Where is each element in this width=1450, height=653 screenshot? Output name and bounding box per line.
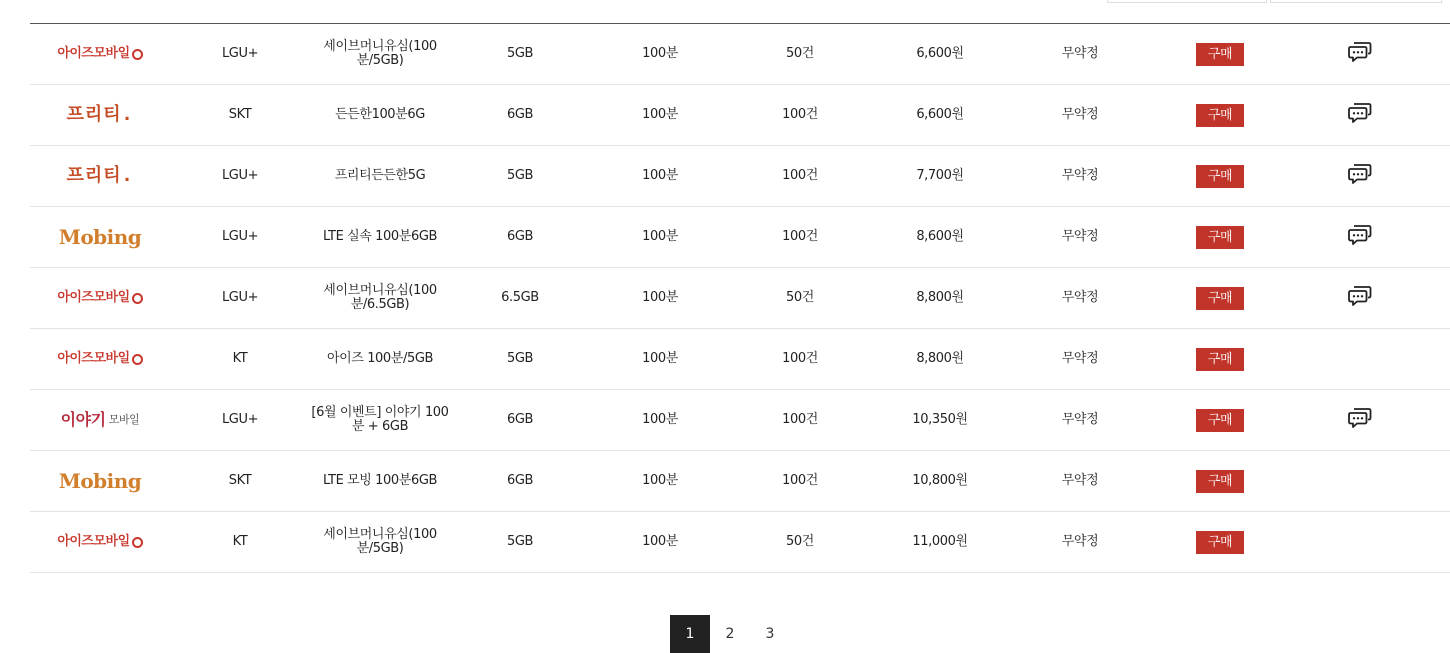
carrier-cell: SKT: [228, 473, 252, 488]
plan-name[interactable]: 프리티든든한5G: [334, 168, 426, 183]
sms-cell: 100건: [782, 473, 818, 488]
logo-mark-icon: [132, 354, 143, 365]
buy-cell: [1150, 207, 1290, 267]
plan-name[interactable]: 세이브머니유심(100분/6.5GB): [323, 283, 437, 312]
price-cell: 11,000원: [912, 534, 968, 549]
voice-cell: 100분: [642, 412, 678, 427]
table-row: [30, 390, 1450, 451]
price-cell: 6,600원: [916, 46, 964, 61]
sms-cell: 100건: [782, 351, 818, 366]
chat-bubble-icon[interactable]: [1348, 407, 1372, 433]
page-2[interactable]: 2: [725, 626, 735, 642]
sms-cell: 100건: [782, 412, 818, 427]
carrier-cell: KT: [232, 534, 248, 549]
carrier-cell: LGU+: [221, 229, 259, 244]
chat-cell: [1290, 268, 1430, 328]
provider-cell: [30, 85, 170, 145]
table-row: [30, 268, 1450, 329]
buy-button[interactable]: 구매: [1196, 287, 1244, 310]
plan-name-cell[interactable]: [310, 329, 450, 389]
contract-cell: 무약정: [1061, 412, 1099, 427]
data-cell: 5GB: [506, 168, 534, 183]
plan-name[interactable]: LTE 실속 100분6GB: [322, 229, 438, 244]
plan-name-cell[interactable]: [310, 207, 450, 267]
plan-name-cell[interactable]: [310, 268, 450, 328]
logo-mark-icon: [132, 49, 143, 60]
table-row: [30, 451, 1450, 512]
carrier-cell: LGU+: [221, 46, 259, 61]
buy-cell: [1150, 512, 1290, 572]
plan-table: [30, 23, 1450, 556]
buy-button[interactable]: 구매: [1196, 43, 1244, 66]
provider-cell: [30, 329, 170, 389]
chat-cell: [1290, 146, 1430, 206]
plan-name[interactable]: [6월 이벤트] 이야기 100분 + 6GB: [311, 405, 449, 434]
voice-cell: 100분: [642, 107, 678, 122]
voice-cell: 100분: [642, 229, 678, 244]
carrier-cell: LGU+: [221, 412, 259, 427]
data-cell: 5GB: [506, 351, 534, 366]
plan-name-cell[interactable]: [310, 390, 450, 450]
provider-logo[interactable]: 이야기 모바일: [60, 410, 140, 429]
provider-cell: [30, 451, 170, 511]
plan-name-cell[interactable]: [310, 512, 450, 572]
contract-cell: 무약정: [1061, 46, 1099, 61]
chat-bubble-icon[interactable]: [1348, 224, 1372, 250]
provider-cell: [30, 146, 170, 206]
data-cell: 6GB: [506, 229, 534, 244]
logo-mark-icon: [132, 537, 143, 548]
sms-cell: 100건: [782, 229, 818, 244]
sms-cell: 50건: [786, 46, 814, 61]
price-cell: 10,800원: [912, 473, 968, 488]
buy-button[interactable]: 구매: [1196, 348, 1244, 371]
provider-logo[interactable]: Mobing: [58, 225, 142, 249]
chat-cell: [1290, 329, 1430, 389]
buy-button[interactable]: 구매: [1196, 409, 1244, 432]
provider-cell: [30, 24, 170, 84]
contract-cell: 무약정: [1061, 168, 1099, 183]
provider-logo[interactable]: 아이즈모바일: [57, 535, 142, 549]
buy-cell: [1150, 329, 1290, 389]
table-row: [30, 146, 1450, 207]
chat-bubble-icon[interactable]: [1348, 41, 1372, 67]
data-cell: 6GB: [506, 107, 534, 122]
price-cell: 8,800원: [916, 290, 964, 305]
data-cell: 6.5GB: [501, 290, 539, 305]
filter-select[interactable]: [1270, 0, 1442, 3]
buy-cell: [1150, 268, 1290, 328]
chat-cell: [1290, 207, 1430, 267]
table-row: [30, 85, 1450, 146]
voice-cell: 100분: [642, 290, 678, 305]
buy-button[interactable]: 구매: [1196, 104, 1244, 127]
data-cell: 6GB: [506, 473, 534, 488]
header-controls: [0, 0, 1428, 4]
plan-name-cell[interactable]: [310, 85, 450, 145]
chat-cell: [1290, 451, 1430, 511]
provider-cell: [30, 207, 170, 267]
table-row: [30, 207, 1450, 268]
voice-cell: 100분: [642, 351, 678, 366]
provider-logo[interactable]: 아이즈모바일: [57, 47, 142, 61]
page-1[interactable]: 1: [670, 615, 710, 653]
sms-cell: 100건: [782, 168, 818, 183]
buy-cell: [1150, 146, 1290, 206]
plan-name-cell[interactable]: [310, 146, 450, 206]
sms-cell: 50건: [786, 534, 814, 549]
voice-cell: 100분: [642, 473, 678, 488]
contract-cell: 무약정: [1061, 534, 1099, 549]
price-cell: 8,800원: [916, 351, 964, 366]
contract-cell: 무약정: [1061, 107, 1099, 122]
price-cell: 6,600원: [916, 107, 964, 122]
plan-name[interactable]: 든든한100분6G: [335, 107, 425, 122]
plan-table-body: [30, 24, 1450, 573]
data-cell: 5GB: [506, 534, 534, 549]
buy-cell: [1150, 390, 1290, 450]
provider-logo[interactable]: 아이즈모바일: [57, 291, 142, 305]
plan-name[interactable]: 아이즈 100분/5GB: [326, 351, 434, 366]
buy-cell: [1150, 451, 1290, 511]
contract-cell: 무약정: [1061, 473, 1099, 488]
logo-mark-icon: [132, 293, 143, 304]
carrier-cell: SKT: [228, 107, 252, 122]
price-cell: 7,700원: [916, 168, 964, 183]
table-row: [30, 329, 1450, 390]
price-cell: 8,600원: [916, 229, 964, 244]
price-cell: 10,350원: [912, 412, 968, 427]
chat-bubble-icon[interactable]: [1348, 102, 1372, 128]
sms-cell: 100건: [782, 107, 818, 122]
voice-cell: 100분: [642, 46, 678, 61]
plan-name[interactable]: LTE 모빙 100분6GB: [322, 473, 438, 488]
carrier-cell: LGU+: [221, 290, 259, 305]
voice-cell: 100분: [642, 168, 678, 183]
chat-cell: [1290, 24, 1430, 84]
table-row: [30, 512, 1450, 573]
carrier-cell: LGU+: [221, 168, 259, 183]
provider-logo[interactable]: Mobing: [58, 469, 142, 493]
provider-cell: [30, 390, 170, 450]
sort-select[interactable]: [1107, 0, 1267, 3]
voice-cell: 100분: [642, 534, 678, 549]
buy-button[interactable]: 구매: [1196, 531, 1244, 554]
data-cell: 6GB: [506, 412, 534, 427]
contract-cell: 무약정: [1061, 351, 1099, 366]
carrier-cell: KT: [232, 351, 248, 366]
chat-bubble-icon[interactable]: [1348, 285, 1372, 311]
provider-logo[interactable]: 프리티.: [66, 165, 134, 186]
chat-cell: [1290, 512, 1430, 572]
page-3[interactable]: 3: [765, 626, 775, 642]
contract-cell: 무약정: [1061, 229, 1099, 244]
plan-name[interactable]: 세이브머니유심(100분/5GB): [323, 527, 437, 556]
buy-button[interactable]: 구매: [1196, 165, 1244, 188]
chat-bubble-icon[interactable]: [1348, 163, 1372, 189]
buy-button[interactable]: 구매: [1196, 470, 1244, 493]
buy-button[interactable]: 구매: [1196, 226, 1244, 249]
plan-name-cell[interactable]: [310, 451, 450, 511]
chat-cell: [1290, 390, 1430, 450]
provider-logo[interactable]: 프리티.: [66, 104, 134, 125]
data-cell: 5GB: [506, 46, 534, 61]
buy-cell: [1150, 24, 1290, 84]
contract-cell: 무약정: [1061, 290, 1099, 305]
chat-cell: [1290, 85, 1430, 145]
pagination: [670, 615, 790, 653]
plan-name[interactable]: 세이브머니유심(100분/5GB): [323, 39, 437, 68]
plan-name-cell[interactable]: [310, 24, 450, 84]
buy-cell: [1150, 85, 1290, 145]
table-row: [30, 24, 1450, 85]
provider-cell: [30, 512, 170, 572]
provider-cell: [30, 268, 170, 328]
sms-cell: 50건: [786, 290, 814, 305]
provider-logo[interactable]: 아이즈모바일: [57, 352, 142, 366]
